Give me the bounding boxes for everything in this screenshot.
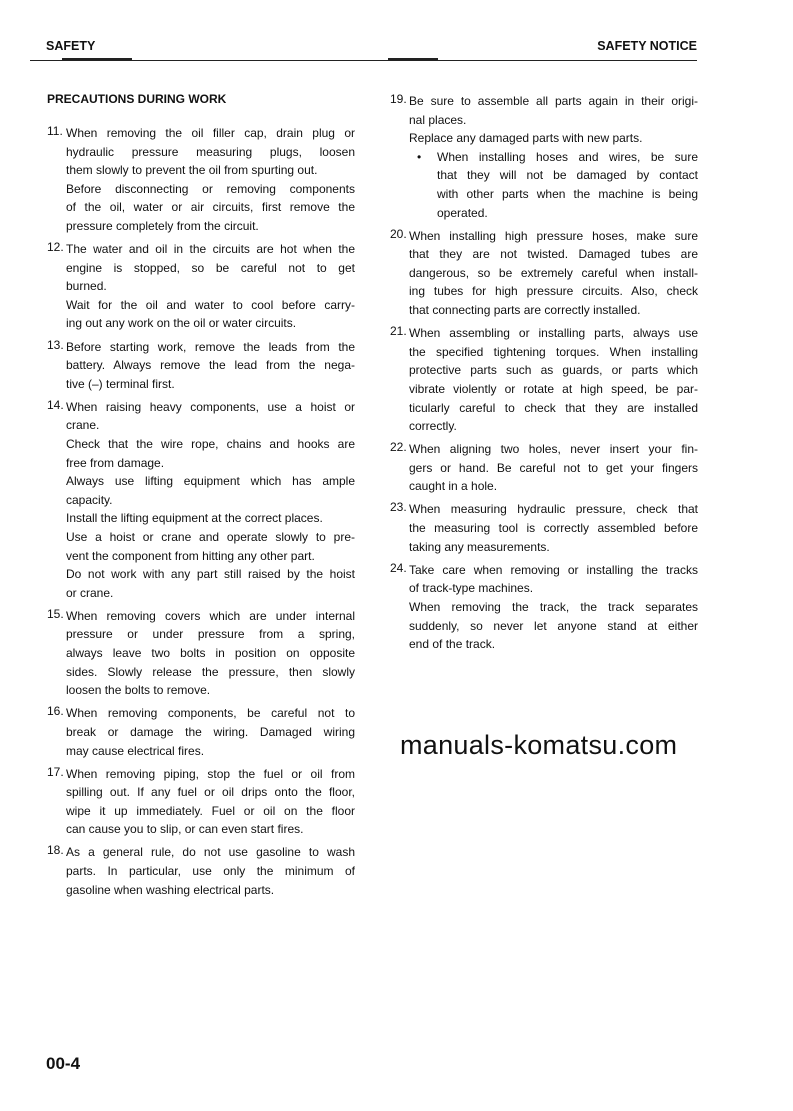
header-rule (30, 60, 697, 61)
item-number: 11. (47, 124, 63, 138)
text-line: with other parts when the machine is being (437, 186, 698, 201)
header-rule-accent (62, 58, 132, 60)
list-item (390, 440, 698, 496)
text-line: Take care when removing or installing the tracks (409, 562, 698, 577)
text-line: Before disconnecting or removing components (66, 181, 355, 196)
right-item-list (390, 92, 698, 654)
item-number: 13. (47, 337, 64, 352)
header-chapter-title: SAFETY NOTICE (597, 39, 697, 53)
page-number: 00-4 (46, 1054, 81, 1073)
text-line: always leave two bolts in position on opposite (66, 646, 355, 661)
item-number: 14. (47, 397, 64, 412)
text-line: loosen the bolts to remove. (66, 683, 211, 698)
right-column (390, 92, 698, 658)
text-line: ticularly careful to check that they are installed (409, 400, 698, 415)
text-line: When installing hoses and wires, be sure (437, 149, 698, 164)
text-line: free from damage. (66, 455, 165, 470)
item-number: 24. (390, 560, 407, 575)
text-line: The water and oil in the circuits are hot when the (66, 242, 355, 257)
text-line: ing out any work on the oil or water circuits. (66, 316, 297, 331)
text-line: When raising heavy components, use a hoist or (66, 399, 355, 414)
text-line: end of the track. (409, 637, 496, 652)
header-section-title: SAFETY (46, 39, 96, 53)
list-item (47, 843, 355, 899)
text-line: When removing the oil filler cap, drain plug or (66, 126, 355, 140)
text-line: Replace any damaged parts with new parts. (409, 131, 643, 146)
text-line: protective parts such as guards, or parts which (409, 363, 698, 378)
section-heading: PRECAUTIONS DURING WORK (47, 92, 227, 106)
text-line: hydraulic pressure measuring plugs, loosen (66, 144, 355, 159)
text-line: pressure completely from the circuit. (66, 218, 259, 233)
list-item (47, 704, 355, 760)
text-line: Install the lifting equipment at the correct places. (66, 511, 323, 526)
text-line: may cause electrical fires. (66, 743, 205, 758)
list-item (47, 765, 355, 839)
text-line: battery. Always remove the lead from the nega- (66, 358, 355, 373)
text-line: When installing high pressure hoses, make sure (409, 228, 698, 243)
text-line: sides. Slowly release the pressure, then slowly (66, 664, 355, 679)
item-number: 18. (47, 843, 64, 858)
text-line: suddenly, so never let anyone stand at either (409, 618, 698, 633)
text-line: When removing the track, the track separates (409, 599, 698, 614)
text-line: Wait for the oil and water to cool before carry- (66, 297, 355, 312)
text-line: that they will not be damaged by contact (437, 168, 698, 183)
text-line: Be sure to assemble all parts again in their origi- (409, 94, 698, 108)
left-column (47, 92, 355, 904)
list-item (390, 324, 698, 436)
text-line: pressure or under pressure from a spring, (66, 627, 355, 642)
item-number: 20. (390, 226, 407, 241)
list-item (47, 240, 355, 333)
text-line: When measuring hydraulic pressure, check that (409, 502, 698, 517)
text-line: operated. (437, 205, 488, 220)
header-rule-accent (388, 58, 438, 60)
text-line: vent the component from hitting any other part. (66, 548, 315, 563)
list-item (390, 561, 698, 654)
text-line: vibrate violently or rotate at high speed, be par- (409, 381, 698, 396)
text-line: Use a hoist or crane and operate slowly to pre- (66, 529, 355, 544)
text-line: engine is stopped, so be careful not to get (66, 260, 355, 275)
text-line: When removing components, be careful not to (66, 706, 355, 721)
item-number: 16. (47, 704, 64, 719)
item-number: 23. (390, 500, 407, 515)
text-line: parts. In particular, use only the minimum of (66, 864, 355, 879)
text-line: burned. (66, 279, 107, 294)
text-line: or crane. (66, 585, 114, 600)
item-number: 15. (47, 606, 64, 621)
text-line: gers or hand. Be careful not to get your fingers (409, 460, 698, 475)
bullet-item (409, 148, 698, 222)
text-line: the specified tightening torques. When installing (409, 344, 698, 359)
list-item (390, 227, 698, 320)
text-line: them slowly to prevent the oil from spurting out. (66, 163, 318, 178)
text-line: that they are not twisted. Damaged tubes are (409, 247, 698, 262)
list-item (47, 607, 355, 700)
text-line: Always use lifting equipment which has ample (66, 474, 355, 489)
text-line: When assembling or installing parts, always use (409, 326, 698, 341)
text-line: spilling out. If any fuel or oil drips onto the floor, (66, 785, 355, 800)
text-line: Check that the wire rope, chains and hooks are (66, 437, 355, 451)
text-line: wipe it up immediately. Fuel or oil on the floor (66, 803, 355, 818)
list-item (47, 398, 355, 603)
text-line: that connecting parts are correctly installed. (409, 303, 641, 318)
text-line: of the oil, water or air circuits, first remove the (66, 200, 355, 215)
text-line: break or damage the wiring. Damaged wiring (66, 724, 355, 739)
list-item (390, 92, 698, 222)
text-line: taking any measurements. (409, 539, 550, 554)
text-line: capacity. (66, 492, 113, 507)
item-number: 12. (47, 240, 64, 255)
text-line: gasoline when washing electrical parts. (66, 882, 275, 897)
text-line: of track-type machines. (409, 581, 534, 596)
text-line: Do not work with any part still raised by the hoist (66, 567, 355, 582)
text-line: ing tubes for high pressure circuits. Also, check (409, 284, 698, 299)
text-line: Before starting work, remove the leads from the (66, 339, 355, 354)
text-line: can cause you to slip, or can even start fires. (66, 822, 304, 837)
text-line: correctly. (409, 419, 457, 434)
item-number: 17. (47, 764, 64, 779)
text-line: dangerous, so be extremely careful when install- (409, 265, 698, 280)
text-line: nal places. (409, 112, 467, 127)
list-item (390, 500, 698, 556)
item-number: 22. (390, 440, 407, 455)
left-item-list (47, 124, 355, 899)
item-number: 21. (390, 324, 407, 339)
text-line: When removing covers which are under internal (66, 608, 355, 623)
text-line: caught in a hole. (409, 479, 498, 494)
text-line: As a general rule, do not use gasoline to wash (66, 845, 355, 860)
list-item (47, 124, 355, 236)
list-item (47, 338, 355, 394)
text-line: tive (–) terminal first. (66, 376, 175, 391)
text-line: the measuring tool is correctly assembled before (409, 521, 698, 536)
item-number: 19. (390, 92, 407, 106)
text-line: When aligning two holes, never insert your fin- (409, 442, 698, 457)
watermark: manuals-komatsu.com (400, 730, 678, 760)
text-line: crane. (66, 418, 100, 433)
bullet-icon: • (417, 149, 422, 164)
text-line: When removing piping, stop the fuel or oil from (66, 766, 355, 781)
